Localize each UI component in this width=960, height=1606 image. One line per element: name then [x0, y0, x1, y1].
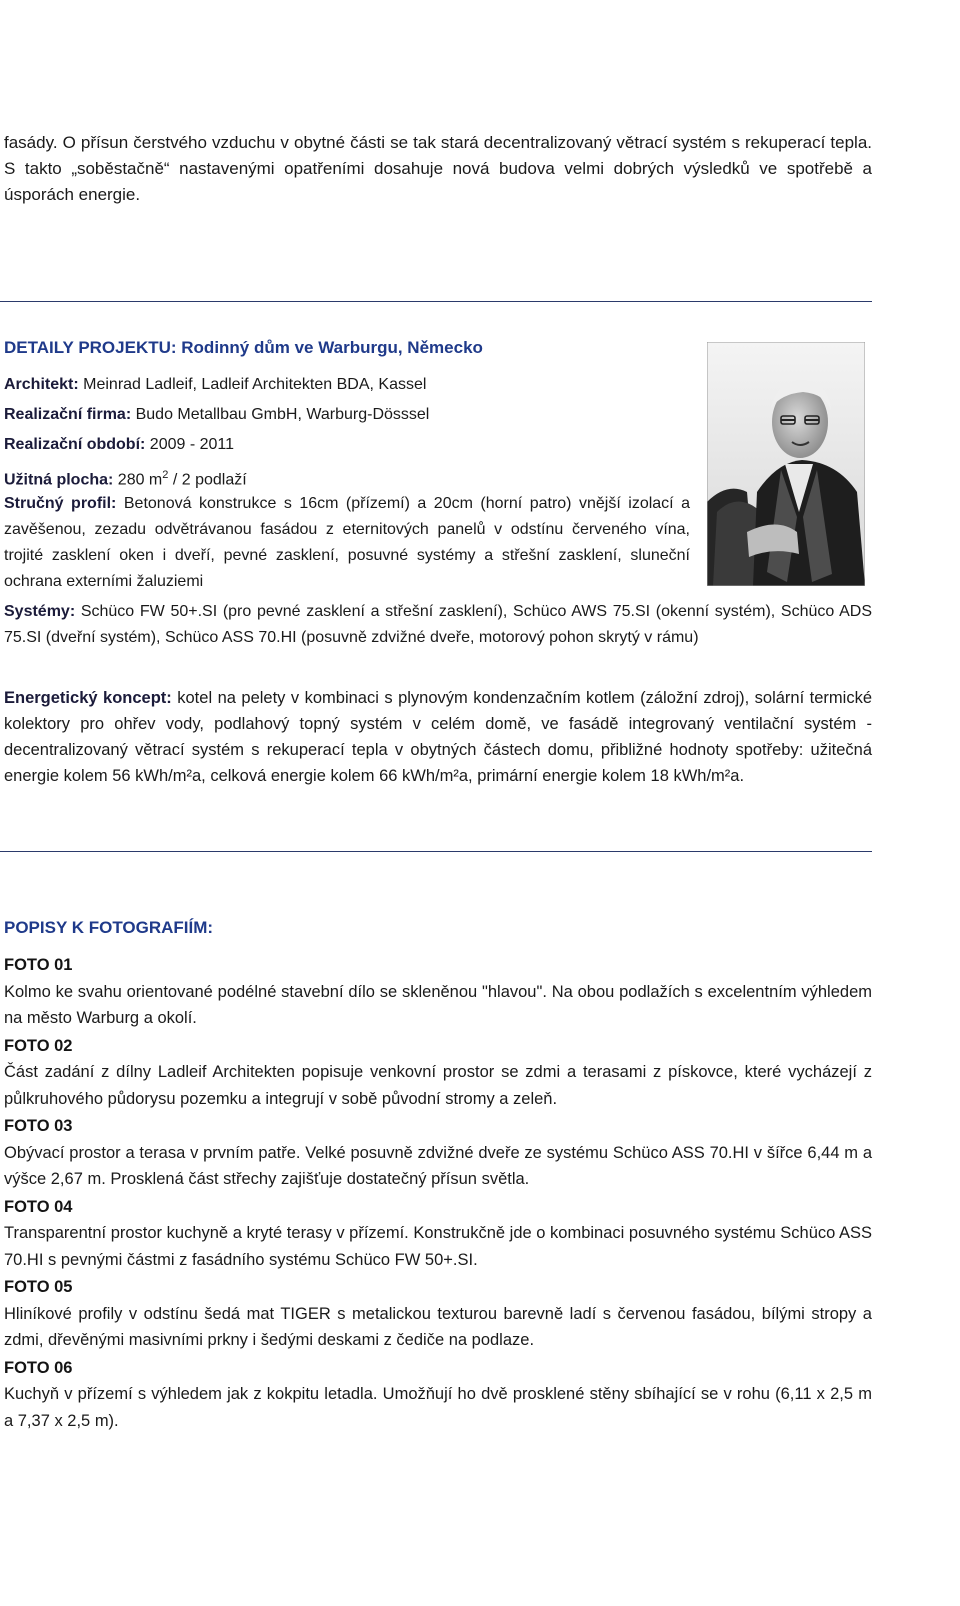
architect-label: Architekt: — [4, 376, 79, 393]
photo-description: Kolmo ke svahu orientované podélné stavební dílo se skleněnou "hlavou". Na obou podlažích s excelentním výhledem na město Warburg a okolí. — [4, 982, 872, 1027]
systems-label: Systémy: — [4, 603, 76, 620]
photos-heading: POPISY K FOTOGRAFIÍM: — [4, 918, 214, 937]
architect-value: Meinrad Ladleif, Ladleif Architekten BDA, Kassel — [78, 376, 427, 393]
photo-title: FOTO 06 — [4, 1358, 73, 1377]
photo-descriptions — [4, 952, 872, 1435]
photo-title: FOTO 02 — [4, 1036, 73, 1055]
project-heading: DETAILY PROJEKTU: Rodinný dům ve Warburgu, Německo — [4, 338, 483, 357]
photo-description: Část zadání z dílny Ladleif Architekten popisuje venkovní prostor se zdmi a terasami z pískovce, které vycházejí z půlkruhového půdorysu pozemku a integrují v sobě původní stromy a zeleň. — [4, 1063, 872, 1108]
architect-portrait — [707, 342, 865, 586]
firm-label: Realizační firma: — [4, 406, 132, 423]
profile-label: Stručný profil: — [4, 495, 117, 512]
photo-title: FOTO 05 — [4, 1278, 73, 1296]
firm-value: Budo Metallbau GmbH, Warburg-Dösssel — [131, 406, 430, 423]
photo-description: Kuchyň v přízemí s výhledem jak z kokpitu letadla. Umožňují ho dvě prosklené stěny sbíhající se v rohu (6,11 x 2,5 m a 7,37 x 2,5 m). — [4, 1385, 872, 1430]
photo-title: FOTO 03 — [4, 1117, 73, 1135]
profile-paragraph — [4, 491, 690, 595]
energy-value: kotel na pelety v kombinaci s plynovým kondenzačním kotlem (záložní zdroj), solární termické kolektory pro ohřev vody, podlahový topný systém v celém domě, ve fasádě integrovaný ventilační systém - decentralizovaný větrací systém s rekuperací tepla v obytných částech domu, přibližné hodnoty spotřeby: užitečná energie kolem 56 kWh/m²a, celková energie kolem 66 kWh/m²a, primární energie kolem 18 kWh/m²a. — [4, 689, 872, 785]
divider-top — [0, 301, 872, 302]
period-label: Realizační období: — [4, 436, 146, 453]
photo-title: FOTO 01 — [4, 956, 73, 974]
systems-paragraph — [4, 599, 872, 651]
architect-row — [4, 372, 426, 398]
area-superscript: 2 — [162, 469, 169, 481]
firm-row — [4, 402, 429, 428]
systems-value: Schüco FW 50+.SI (pro pevné zasklení a střešní zasklení), Schüco AWS 75.SI (okenní systém), Schüco ADS 75.SI (dveřní systém), Schüco ASS 70.HI (posuvně zdvižné dveře, motorový pohon skrytý v rámu) — [4, 603, 872, 646]
area-row — [4, 462, 247, 493]
area-label: Užitná plocha: — [4, 471, 114, 489]
energy-label: Energetický koncept: — [4, 689, 172, 707]
area-value: 280 m — [113, 471, 163, 489]
profile-value: Betonová konstrukce s 16cm (přízemí) a 20cm (horní patro) vnější izolací a zavěšenou, zezadu odvětrávanou fasádou z eternitových panelů v odstínu červeného vína, trojité zasklení oken i dveří, pevné zasklení, posuvné systémy a střešní zasklení, sluneční ochrana externími žaluziemi — [4, 495, 691, 590]
photo-description: Obývací prostor a terasa v prvním patře. Velké posuvně zdvižné dveře ze systému Schüco ASS 70.HI v šířce 6,44 m a výšce 2,67 m. Prosklená část střechy zajišťuje dostatečný přísun světla. — [4, 1143, 872, 1188]
period-row — [4, 432, 234, 458]
area-suffix: / 2 podlaží — [168, 471, 247, 489]
photo-description: Transparentní prostor kuchyně a kryté terasy v přízemí. Konstrukčně jde o kombinaci posuvného systému Schüco ASS 70.HI s pevnými částmi z fasádního systému Schüco FW 50+.SI. — [4, 1224, 872, 1269]
divider-bottom — [0, 851, 872, 852]
photo-description: Hliníkové profily v odstínu šedá mat TIGER s metalickou texturou barevně ladí s červenou fasádou, bílými stropy a zdmi, dřevěnými masivními prkny i šedými deskami z čediče na podlaze. — [4, 1304, 872, 1349]
energy-paragraph — [4, 685, 872, 789]
intro-paragraph: fasády. O přísun čerstvého vzduchu v obytné části se tak stará decentralizovaný větrací systém s rekuperací tepla. S takto „soběstačně“ nastavenými opatřeními dosahuje nová budova velmi dobrých výsledků ve spotřebě a úsporách energie. — [4, 133, 872, 204]
period-value: 2009 - 2011 — [145, 436, 235, 453]
photo-title: FOTO 04 — [4, 1197, 73, 1216]
